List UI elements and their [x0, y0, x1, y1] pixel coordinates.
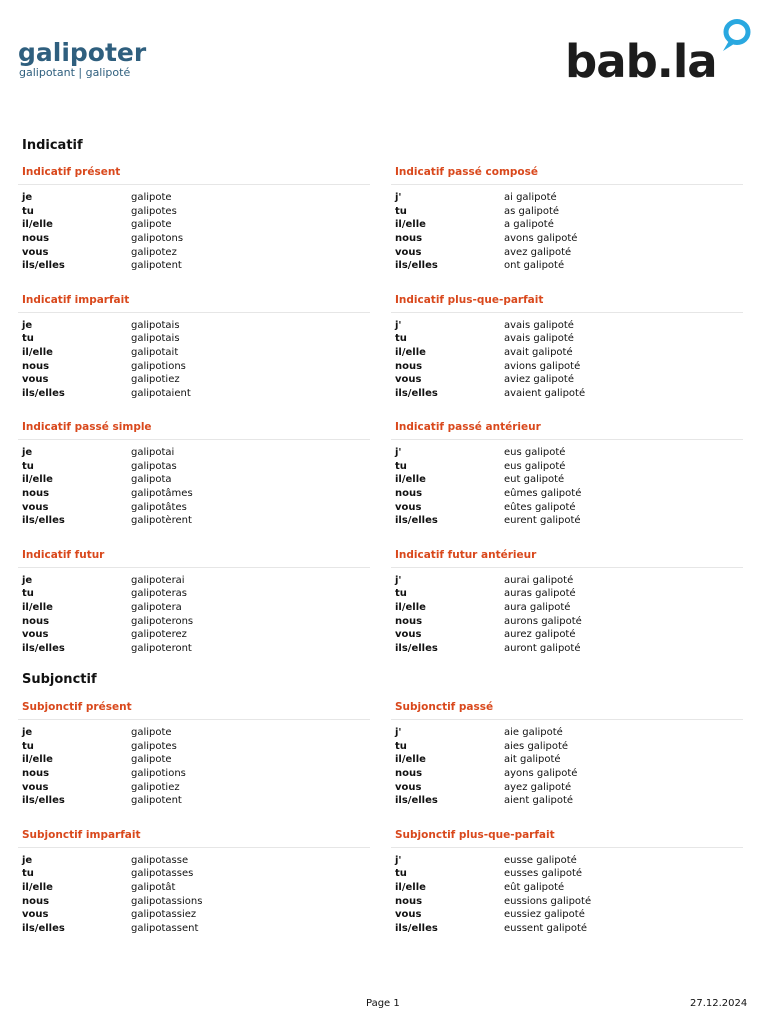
verb-form: galipoterons [131, 615, 194, 627]
tense-block [391, 828, 743, 936]
conjugation-row [22, 628, 370, 642]
pronoun: je [22, 854, 33, 866]
verb-form: aurez galipoté [504, 629, 576, 641]
conjugation-row [395, 767, 743, 781]
pronoun: ils/elles [22, 642, 65, 654]
verb-form: galipotas [131, 460, 177, 472]
pronoun: tu [395, 740, 407, 752]
pronoun: nous [395, 895, 423, 907]
pronoun: nous [22, 895, 50, 907]
tense-block [18, 548, 370, 656]
verb-form: galipotassent [131, 922, 199, 934]
verb-form: galipoteront [131, 642, 192, 654]
verb-form: galipote [131, 192, 172, 204]
verb-form: galipotes [131, 740, 177, 752]
pronoun: il/elle [395, 474, 426, 486]
conjugation-row [22, 373, 370, 387]
pronoun: tu [22, 740, 34, 752]
verb-form: avait galipoté [504, 346, 573, 358]
conjugation-row [22, 854, 370, 868]
tense-title: Subjonctif imparfait [22, 828, 141, 841]
conjugation-row [395, 259, 743, 273]
conjugation-list [22, 446, 370, 528]
conjugation-row [395, 346, 743, 360]
pronoun: il/elle [22, 474, 53, 486]
conjugation-row [22, 232, 370, 246]
pronoun: vous [395, 781, 422, 793]
pronoun: nous [395, 360, 423, 372]
pronoun: il/elle [22, 601, 53, 613]
pronoun: il/elle [395, 881, 426, 893]
conjugation-list [395, 574, 743, 656]
tense-block [391, 548, 743, 656]
verb-form: galipotent [131, 795, 182, 807]
pronoun: vous [22, 501, 49, 513]
verb-form: eussions galipoté [504, 895, 592, 907]
conjugation-row [395, 740, 743, 754]
pronoun: il/elle [22, 754, 53, 766]
verb-form: galipotasse [131, 854, 189, 866]
verb-form: galipotais [131, 333, 180, 345]
verb-form: avais galipoté [504, 319, 574, 331]
conjugation-row [395, 446, 743, 460]
verb-form: galipotassiez [131, 909, 197, 921]
pronoun: il/elle [22, 219, 53, 231]
conjugation-row [395, 854, 743, 868]
verb-form: ait galipoté [504, 754, 561, 766]
pronoun: vous [22, 781, 49, 793]
pronoun: vous [22, 374, 49, 386]
pronoun: j' [395, 574, 402, 586]
conjugation-row [22, 881, 370, 895]
pronoun: ils/elles [22, 795, 65, 807]
verb-form: galipotèrent [131, 515, 192, 527]
pronoun: nous [395, 615, 423, 627]
divider [18, 439, 370, 440]
pronoun: nous [395, 488, 423, 500]
conjugation-row [395, 881, 743, 895]
conjugation-list [22, 319, 370, 401]
pronoun: j' [395, 854, 402, 866]
verb-form: as galipoté [504, 205, 560, 217]
verb-form: galipotasses [131, 868, 194, 880]
verb-form: galipotait [131, 346, 179, 358]
tense-block [18, 165, 370, 273]
pronoun: vous [22, 629, 49, 641]
pronoun: nous [22, 488, 50, 500]
pronoun: tu [22, 868, 34, 880]
pronoun: ils/elles [22, 387, 65, 399]
pronoun: ils/elles [22, 515, 65, 527]
verb-form: galipotaient [131, 387, 191, 399]
verb-form: galipotions [131, 768, 186, 780]
conjugation-row [395, 205, 743, 219]
pronoun: tu [22, 205, 34, 217]
pronoun: je [22, 727, 33, 739]
verb-form: ayez galipoté [504, 781, 572, 793]
conjugation-row [22, 460, 370, 474]
verb-form: eussent galipoté [504, 922, 588, 934]
pronoun: il/elle [395, 754, 426, 766]
verb-form: aient galipoté [504, 795, 574, 807]
pronoun: ils/elles [395, 515, 438, 527]
pronoun: ils/elles [395, 642, 438, 654]
verb-form: avaient galipoté [504, 387, 586, 399]
conjugation-row [395, 359, 743, 373]
tense-title: Indicatif passé simple [22, 421, 152, 433]
conjugation-row [22, 614, 370, 628]
divider [391, 567, 743, 568]
conjugation-row [395, 908, 743, 922]
pronoun: ils/elles [22, 260, 65, 272]
verb-form: aurons galipoté [504, 615, 582, 627]
verb-form: ont galipoté [504, 260, 565, 272]
pronoun: je [22, 574, 33, 586]
verb-form: galipotez [131, 246, 177, 258]
verb-form: galipotons [131, 233, 184, 245]
verb-form: eusse galipoté [504, 854, 577, 866]
print-date: 27.12.2024 [690, 998, 748, 1009]
pronoun: j' [395, 192, 402, 204]
pronoun: vous [395, 246, 422, 258]
tense-block [18, 828, 370, 936]
tense-title: Subjonctif présent [22, 701, 132, 713]
verb-form: ai galipoté [504, 192, 557, 204]
pronoun: vous [395, 374, 422, 386]
tense-title: Indicatif passé composé [395, 166, 539, 178]
conjugation-list [22, 574, 370, 656]
divider [18, 719, 370, 720]
pronoun: il/elle [395, 346, 426, 358]
verb-form: aura galipoté [504, 601, 571, 613]
verb-form: aies galipoté [504, 740, 569, 752]
verb-form: galipote [131, 219, 172, 231]
divider [391, 184, 743, 185]
page-number: Page 1 [366, 998, 400, 1009]
conjugation-row [22, 921, 370, 935]
conjugation-row [395, 514, 743, 528]
conjugation-row [395, 753, 743, 767]
conjugation-row [395, 614, 743, 628]
verb-form: galipotais [131, 319, 180, 331]
tense-title: Subjonctif passé [395, 701, 494, 713]
tense-block [391, 420, 743, 528]
verb-form: eussiez galipoté [504, 909, 585, 921]
verb-form: galipota [131, 474, 172, 486]
pronoun: je [22, 319, 33, 331]
pronoun: vous [395, 629, 422, 641]
divider [18, 567, 370, 568]
conjugation-row [22, 740, 370, 754]
pronoun: nous [395, 233, 423, 245]
divider [18, 312, 370, 313]
tense-block [391, 293, 743, 401]
conjugation-row [395, 641, 743, 655]
conjugation-row [22, 500, 370, 514]
conjugation-list [395, 446, 743, 528]
babla-logo [565, 16, 755, 80]
tense-title: Subjonctif plus-que-parfait [395, 828, 555, 841]
verb-form: eût galipoté [504, 881, 565, 893]
pronoun: vous [22, 909, 49, 921]
pronoun: vous [395, 501, 422, 513]
verb-form: eûtes galipoté [504, 501, 576, 513]
conjugation-list [395, 726, 743, 808]
conjugation-row [22, 359, 370, 373]
pronoun: tu [22, 588, 34, 600]
pronoun: nous [395, 768, 423, 780]
conjugation-row [22, 205, 370, 219]
verb-form: aie galipoté [504, 727, 563, 739]
pronoun: ils/elles [395, 922, 438, 934]
conjugation-row [395, 601, 743, 615]
conjugation-row [22, 867, 370, 881]
pronoun: tu [395, 588, 407, 600]
divider [391, 439, 743, 440]
conjugation-row [22, 245, 370, 259]
conjugation-list [22, 726, 370, 808]
pronoun: vous [22, 246, 49, 258]
pronoun: nous [22, 768, 50, 780]
conjugation-row [395, 574, 743, 588]
pronoun: ils/elles [395, 260, 438, 272]
conjugation-list [395, 191, 743, 273]
conjugation-row [22, 191, 370, 205]
conjugation-row [395, 232, 743, 246]
conjugation-row [22, 908, 370, 922]
conjugation-list [395, 319, 743, 401]
conjugation-row [22, 319, 370, 333]
tense-block [391, 165, 743, 273]
pronoun: tu [395, 868, 407, 880]
verb-form: eus galipoté [504, 460, 566, 472]
conjugation-row [395, 780, 743, 794]
verb-form: eûmes galipoté [504, 488, 582, 500]
section-title-subjonctif: Subjonctif [22, 672, 97, 687]
verb-form: aurai galipoté [504, 574, 574, 586]
pronoun: nous [22, 360, 50, 372]
conjugation-row [22, 386, 370, 400]
conjugation-row [22, 587, 370, 601]
divider [391, 847, 743, 848]
tense-block [18, 420, 370, 528]
conjugation-row [395, 460, 743, 474]
conjugation-row [22, 726, 370, 740]
pronoun: je [22, 192, 33, 204]
conjugation-row [395, 191, 743, 205]
verb-form: galipotiez [131, 374, 180, 386]
conjugation-row [22, 259, 370, 273]
tense-title: Indicatif futur [22, 548, 105, 561]
conjugation-row [395, 245, 743, 259]
pronoun: tu [395, 460, 407, 472]
conjugation-row [22, 767, 370, 781]
pronoun: j' [395, 319, 402, 331]
conjugation-list [22, 854, 370, 936]
verb-form: galipotassions [131, 895, 203, 907]
verb-form: aviez galipoté [504, 374, 574, 386]
conjugation-row [22, 446, 370, 460]
conjugation-row [395, 726, 743, 740]
divider [391, 312, 743, 313]
pronoun: il/elle [395, 219, 426, 231]
speech-bubble-icon [723, 22, 748, 52]
divider [391, 719, 743, 720]
verb-form: galipotes [131, 205, 177, 217]
svg-text:bab.la: bab.la [565, 35, 717, 80]
pronoun: j' [395, 727, 402, 739]
verb-form: galipotâmes [131, 488, 193, 500]
pronoun: je [22, 447, 33, 459]
conjugation-row [22, 574, 370, 588]
conjugation-list [395, 854, 743, 936]
conjugation-row [395, 921, 743, 935]
verb-form: eusses galipoté [504, 868, 583, 880]
pronoun: ils/elles [22, 922, 65, 934]
conjugation-row [22, 794, 370, 808]
tense-block [391, 700, 743, 808]
tense-title: Indicatif futur antérieur [395, 548, 537, 561]
section-title-indicatif: Indicatif [22, 138, 83, 153]
conjugation-row [395, 473, 743, 487]
conjugation-row [22, 487, 370, 501]
verb-form: avais galipoté [504, 333, 574, 345]
conjugation-row [22, 473, 370, 487]
verb-form: galipote [131, 727, 172, 739]
conjugation-row [22, 894, 370, 908]
pronoun: ils/elles [395, 795, 438, 807]
verb-form: galipotai [131, 447, 175, 459]
tense-title: Indicatif présent [22, 166, 121, 178]
verb-form: eut galipoté [504, 474, 565, 486]
verb-form: galipotent [131, 260, 182, 272]
verb-form: eurent galipoté [504, 515, 581, 527]
pronoun: nous [22, 615, 50, 627]
conjugation-row [22, 514, 370, 528]
pronoun: nous [22, 233, 50, 245]
verb-form: galipoterez [131, 629, 187, 641]
tense-block [18, 700, 370, 808]
conjugation-row [22, 346, 370, 360]
conjugation-row [22, 641, 370, 655]
verb-form: auront galipoté [504, 642, 581, 654]
conjugation-row [395, 487, 743, 501]
conjugation-row [395, 867, 743, 881]
conjugation-row [395, 628, 743, 642]
pronoun: ils/elles [395, 387, 438, 399]
verb-form: ayons galipoté [504, 768, 578, 780]
tense-block [18, 293, 370, 401]
conjugation-row [395, 332, 743, 346]
pronoun: vous [395, 909, 422, 921]
tense-title: Indicatif passé antérieur [395, 421, 541, 433]
conjugation-row [22, 780, 370, 794]
conjugation-list [22, 191, 370, 273]
verb-form: galipotiez [131, 781, 180, 793]
conjugation-row [22, 753, 370, 767]
conjugation-row [395, 218, 743, 232]
pronoun: tu [395, 205, 407, 217]
conjugation-row [395, 319, 743, 333]
verb-form: galipote [131, 754, 172, 766]
verb-title: galipoter [18, 38, 147, 67]
pronoun: j' [395, 447, 402, 459]
verb-participles: galipotant | galipoté [19, 66, 131, 79]
pronoun: tu [22, 333, 34, 345]
conjugation-row [395, 373, 743, 387]
verb-form: eus galipoté [504, 447, 566, 459]
pronoun: tu [22, 460, 34, 472]
conjugation-row [395, 587, 743, 601]
conjugation-row [395, 894, 743, 908]
verb-form: avions galipoté [504, 360, 581, 372]
pronoun: il/elle [22, 346, 53, 358]
verb-form: avez galipoté [504, 246, 572, 258]
pronoun: il/elle [395, 601, 426, 613]
verb-form: a galipoté [504, 219, 554, 231]
verb-form: galipotera [131, 601, 182, 613]
verb-form: galipotât [131, 881, 176, 893]
verb-form: galipoterai [131, 574, 185, 586]
conjugation-row [395, 500, 743, 514]
conjugation-row [22, 601, 370, 615]
pronoun: tu [395, 333, 407, 345]
tense-title: Indicatif plus-que-parfait [395, 293, 544, 306]
conjugation-row [395, 386, 743, 400]
divider [18, 184, 370, 185]
tense-title: Indicatif imparfait [22, 293, 130, 306]
verb-form: auras galipoté [504, 588, 576, 600]
conjugation-row [22, 332, 370, 346]
verb-form: galipotions [131, 360, 186, 372]
divider [18, 847, 370, 848]
verb-form: galipoteras [131, 588, 188, 600]
pronoun: il/elle [22, 881, 53, 893]
verb-form: avons galipoté [504, 233, 578, 245]
conjugation-row [22, 218, 370, 232]
conjugation-row [395, 794, 743, 808]
verb-form: galipotâtes [131, 501, 187, 513]
